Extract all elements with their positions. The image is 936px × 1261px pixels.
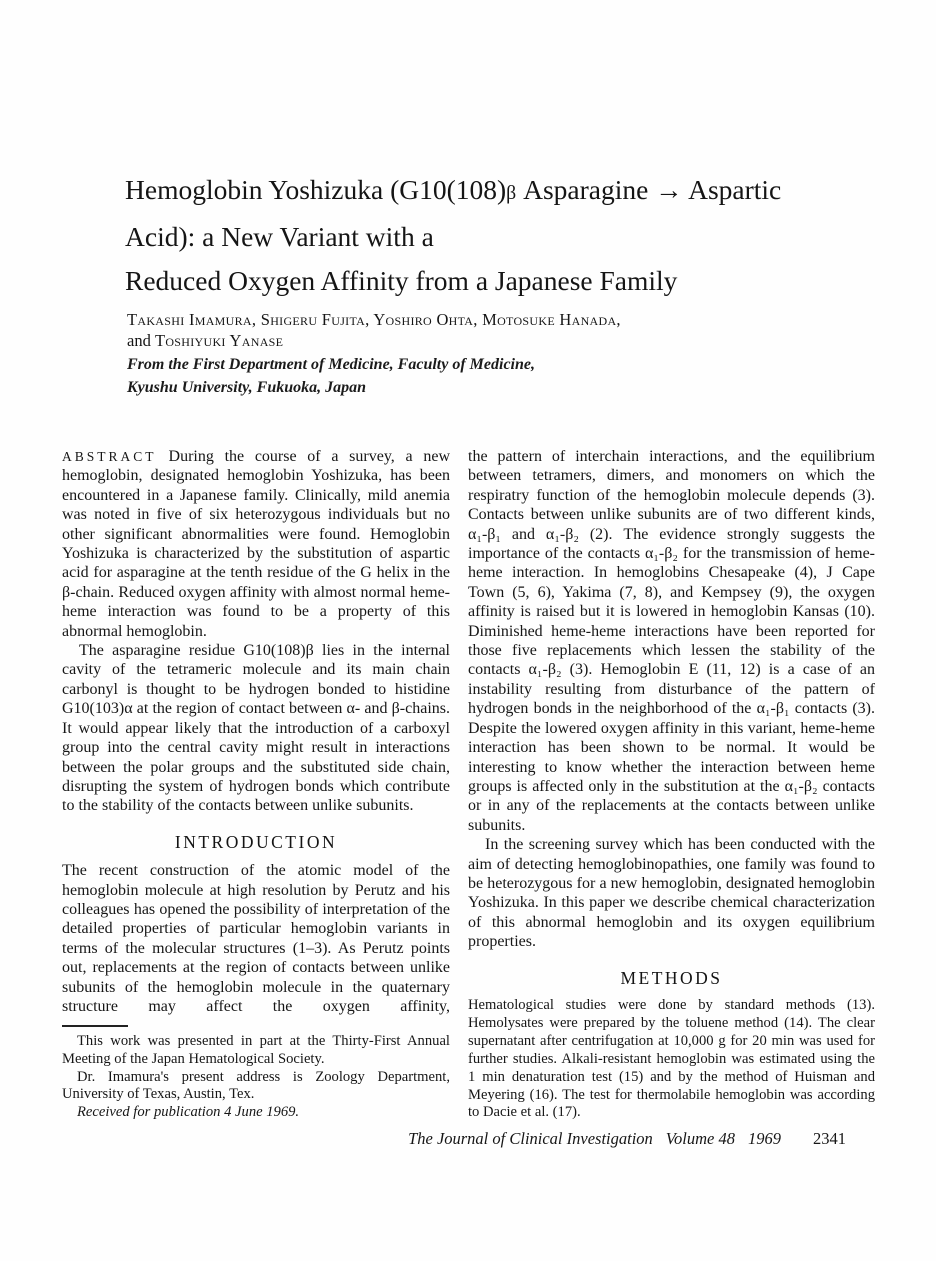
right-column [468, 447, 875, 1122]
abstract-label: ABSTRACT [62, 449, 157, 464]
affiliation-line-1: From the First Department of Medicine, Faculty of Medicine, [127, 356, 535, 373]
footnote-present-address: Dr. Imamura's present address is Zoology Department, University of Texas, Austin, Tex. [62, 1068, 450, 1103]
journal-year: 1969 [748, 1129, 781, 1148]
methods-heading: METHODS [620, 967, 723, 988]
page-footer [0, 1129, 846, 1149]
title-beta-subscript: β [506, 182, 517, 204]
title-line-1 [125, 168, 835, 215]
title-line-3: Reduced Oxygen Affinity from a Japanese Family [125, 265, 678, 296]
footnote-received-date: Received for publication 4 June 1969. [77, 1103, 300, 1120]
author-list [127, 310, 621, 351]
body-paragraph-interchain: the pattern of interchain interactions, and the equilibrium between tetramers, dimers, and monomers on which the respiratry function of the hemoglobin molecule depends (3). Contacts between unlike subunits are of two different kinds, α₁-β₁ and α₁-β₂ (2). The evidence strongly suggests the importance of the contacts α₁-β₂ for the transmission of heme-heme interaction. In hemoglobins Chesapeake (4), J Cape Town (5, 6), Yakima (7, 8), and Kempsey (9), the oxygen affinity is raised but it is lowered in hemoglobin Kansas (10). Diminished heme-heme interactions have been reported for those five replacements which lessen the stability of the contacts α₁-β₂ (3). Hemoglobin E (11, 12) is a case of an instability resulting from disturbance of the pattern of hydrogen bonds in the neighborhood of the α₁-β₁ contacts (3). Despite the lowered oxygen affinity in this variant, heme-heme interaction has been shown to be normal. It would be interesting to know whether the interaction between heme groups is affected only in the substitution at the α₁-β₂ contacts or in any of the replacements at the contacts between unlike subunits. [468, 448, 875, 834]
authors-line-1: Takashi Imamura, Shigeru Fujita, Yoshiro Ohta, Motosuke Hanada, [127, 310, 621, 329]
introduction-heading: INTRODUCTION [174, 831, 338, 852]
introduction-paragraph: The recent construction of the atomic model of the hemoglobin molecule at high resolution by Perutz and his colleagues has opened the possibility of interpretation of the detailed properties of particular hemoglobin variants in terms of the molecular structures (1–3). As Perutz points out, replacements at the region of contacts between unlike subunits of the hemoglobin molecule in the quaternary structure may affect the oxygen affinity, [62, 862, 450, 1015]
abstract-paragraph-2: The asparagine residue G10(108)β lies in the internal cavity of the tetrameric molecule and its main chain carbonyl is thought to be hydrogen bonded to histidine G10(103)α at the region of contact between α- and β-chains. It would appear likely that the introduction of a carboxyl group into the central cavity might result in interactions between the polar groups and the substituted side chain, disrupting the system of hydrogen bonds which contribute to the stability of the contacts between unlike subunits. [62, 642, 450, 815]
abstract-paragraph-1-text: During the course of a survey, a new hemoglobin, designated hemoglobin Yoshizuka, has been encountered in a Japanese family. Clinically, mild anemia was noted in five of six heterozygous individuals but no other significant abnormalities were found. Hemoglobin Yoshizuka is characterized by the substitution of aspartic acid for asparagine at the tenth residue of the G helix in the β-chain. Reduced oxygen affinity with almost normal heme-heme interaction was found to be a property of this abnormal hemoglobin. [62, 448, 450, 640]
two-column-body [62, 447, 875, 1122]
methods-paragraph: Hematological studies were done by standard methods (13). Hemolysates were prepared by the toluene method (14). The clear supernatant after centrifugation at 10,000 g for 20 min was used for further studies. Alkali-resistant hemoglobin was estimated using the 1 min denaturation test (15) and by the method of Huisman and Meyering (16). The test for thermolabile hemoglobin was according to Dacie et al. (17). [468, 996, 875, 1121]
abstract-paragraph-1 [62, 447, 450, 641]
title-line-1-pre: Hemoglobin Yoshizuka (G10(108) [125, 174, 507, 205]
body-paragraph-screening-survey: In the screening survey which has been conducted with the aim of detecting hemoglobinopathies, one family was found to be heterozygous for a new hemoglobin, designated hemoglobin Yoshizuka. In this paper we describe chemical characterization of this abnormal hemoglobin and its oxygen equilibrium properties. [468, 836, 875, 951]
affiliation [127, 354, 535, 399]
title-line-1-post: Asparagine → Aspartic [516, 174, 782, 205]
authors-line-2-prefix: and [127, 330, 155, 350]
authors-line-2 [127, 331, 621, 352]
journal-name: The Journal of Clinical Investigation [408, 1129, 653, 1148]
affiliation-line-2: Kyushu University, Fukuoka, Japan [127, 378, 367, 396]
footnote-presented-at: This work was presented in part at the Thirty-First Annual Meeting of the Japan Hematological Society. [62, 1033, 450, 1067]
footnotes [62, 1033, 450, 1121]
authors-line-2-name: Toshiyuki Yanase [154, 330, 284, 350]
left-column [62, 447, 450, 1122]
title-line-2: Acid): a New Variant with a [125, 221, 434, 252]
paper-title [125, 168, 835, 303]
page-number: 2341 [813, 1129, 846, 1148]
journal-volume: Volume 48 [665, 1129, 735, 1148]
footnote-divider [62, 1025, 128, 1027]
